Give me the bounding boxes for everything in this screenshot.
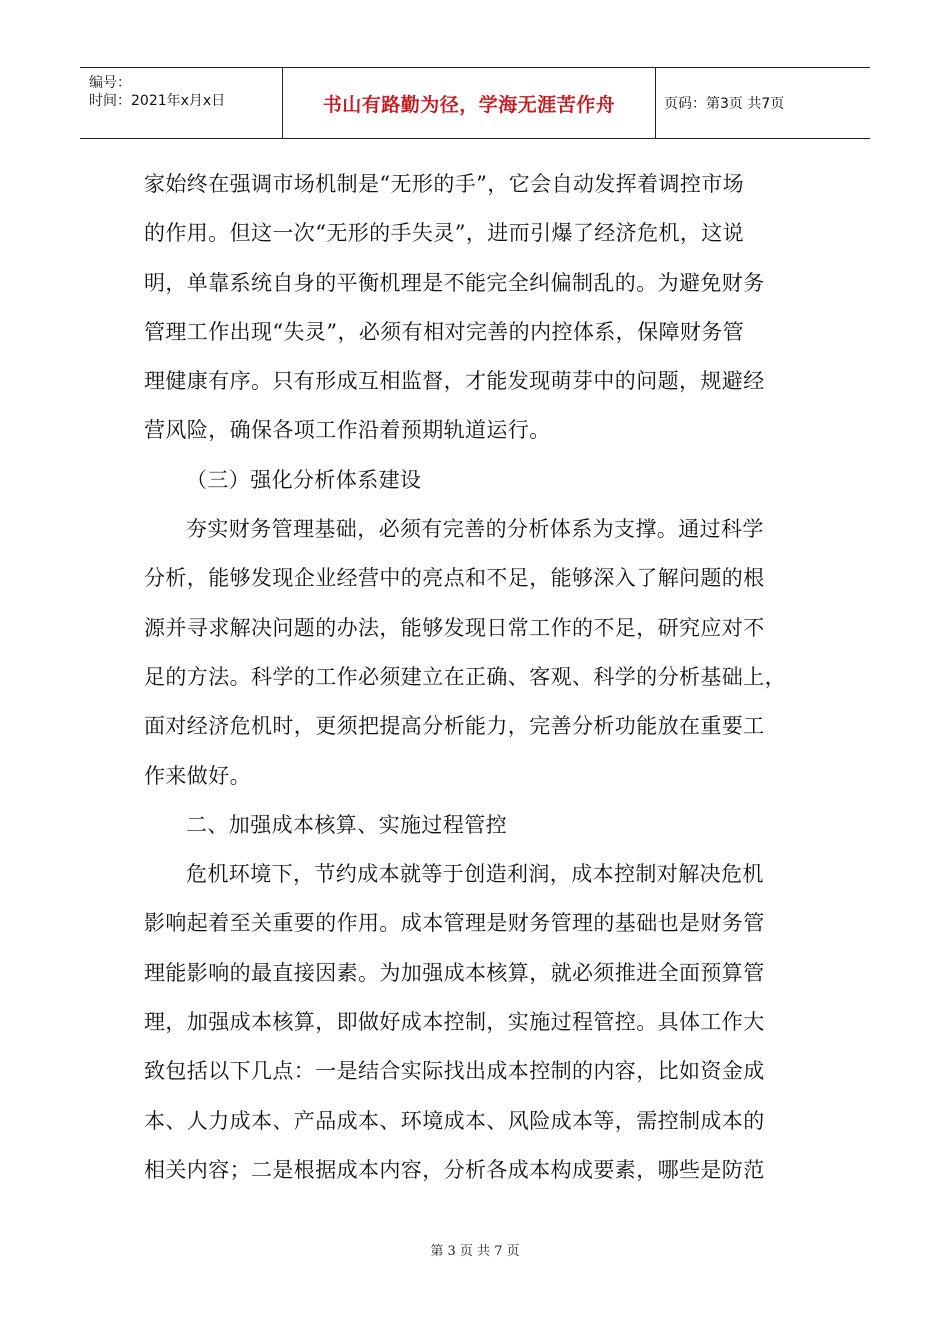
body-line: 源并寻求解决问题的办法，能够发现日常工作的不足，研究应对不 <box>144 615 765 640</box>
body-line: 致包括以下几点：一是结合实际找出成本控制的内容，比如资金成 <box>144 1059 765 1084</box>
body-line: 营风险，确保各项工作沿着预期轨道运行。 <box>144 418 551 443</box>
body-line: 面对经济危机时，更须把提高分析能力，完善分析功能放在重要工 <box>144 714 765 739</box>
body-line: 理能影响的最直接因素。为加强成本核算，就必须推进全面预算管 <box>144 960 765 985</box>
body-line: 夯实财务管理基础，必须有完善的分析体系为支撑。通过科学 <box>186 517 764 542</box>
body-line: 影响起着至关重要的作用。成本管理是财务管理的基础也是财务管 <box>144 911 765 936</box>
document-body <box>144 160 809 1195</box>
header-meta-cell <box>80 68 282 138</box>
header-divider <box>655 68 656 138</box>
body-line: 明，单靠系统自身的平衡机理是不能完全纠偏制乱的。为避免财务 <box>144 270 765 295</box>
document-date: 时间：2021年x月x日 <box>89 93 226 109</box>
body-line: 本、人力成本、产品成本、环境成本、风险成本等，需控制成本的 <box>144 1108 765 1133</box>
body-line: 相关内容；二是根据成本内容，分析各成本构成要素，哪些是防范 <box>144 1157 765 1182</box>
body-line: 危机环境下，节约成本就等于创造利润，成本控制对解决危机 <box>186 862 764 887</box>
section-heading: （三）强化分析体系建设 <box>186 467 422 492</box>
body-line: 理健康有序。只有形成互相监督，才能发现萌芽中的问题，规避经 <box>144 369 765 394</box>
body-line: 分析，能够发现企业经营中的亮点和不足，能够深入了解问题的根 <box>144 566 765 591</box>
document-header <box>80 67 870 139</box>
page-footer: 第 3 页 共 7 页 <box>430 1244 520 1259</box>
header-motto: 书山有路勤为径，学海无涯苦作舟 <box>322 93 616 116</box>
header-page-info: 页码：第3页 共7页 <box>664 96 785 112</box>
body-line: 家始终在强调市场机制是“无形的手”，它会自动发挥着调控市场 <box>144 172 745 196</box>
body-line: 足的方法。科学的工作必须建立在正确、客观、科学的分析基础上， <box>144 664 786 689</box>
section-heading: 二、加强成本核算、实施过程管控 <box>186 812 507 837</box>
body-line: 管理工作出现“失灵”，必须有相对完善的内控体系，保障财务管 <box>144 319 745 344</box>
body-line: 理，加强成本核算，即做好成本控制，实施过程管控。具体工作大 <box>144 1010 765 1035</box>
document-number-label: 编号： <box>89 75 131 91</box>
body-line: 作来做好。 <box>144 763 251 788</box>
body-line: 的作用。但这一次“无形的手失灵”，进而引爆了经济危机，这说 <box>144 221 745 246</box>
